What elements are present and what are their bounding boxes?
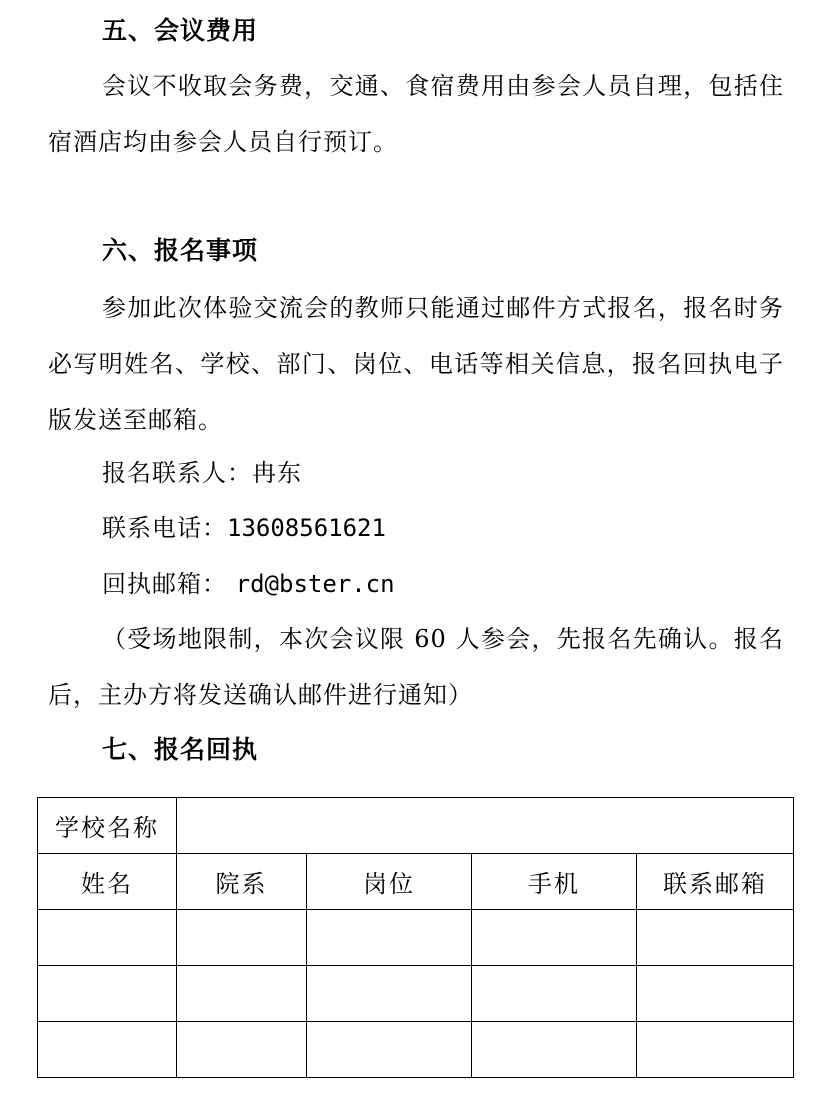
- school-value-cell[interactable]: [177, 798, 794, 854]
- contact-name: 冉东: [252, 459, 302, 487]
- table-row: [38, 1022, 794, 1078]
- table-cell[interactable]: [637, 910, 794, 966]
- table-cell[interactable]: [38, 1022, 177, 1078]
- header-row: [38, 854, 794, 910]
- section-heading-receipt: 七、报名回执: [102, 735, 259, 764]
- column-header-department: 院系: [177, 854, 307, 910]
- table-row: [38, 910, 794, 966]
- phone-line: [102, 513, 386, 543]
- registration-form-table: [37, 797, 794, 1078]
- school-row: [38, 798, 794, 854]
- table-cell[interactable]: [38, 910, 177, 966]
- column-header-email: 联系邮箱: [637, 854, 794, 910]
- table-row: [38, 966, 794, 1022]
- table-cell[interactable]: [307, 1022, 472, 1078]
- table-cell[interactable]: [637, 966, 794, 1022]
- table-cell[interactable]: [472, 966, 637, 1022]
- email-line: [102, 569, 395, 599]
- note-paragraph: [48, 611, 784, 723]
- table-cell[interactable]: [177, 966, 307, 1022]
- table-cell[interactable]: [307, 966, 472, 1022]
- table-cell[interactable]: [177, 910, 307, 966]
- table-cell[interactable]: [472, 910, 637, 966]
- table-cell[interactable]: [307, 910, 472, 966]
- fees-text: 会议不收取会务费，交通、食宿费用由参会人员自理，包括住宿酒店均由参会人员自行预订。: [48, 72, 784, 156]
- email-value[interactable]: rd@bster.cn: [235, 570, 395, 598]
- note-text: （受场地限制，本次会议限 60 人参会，先报名先确认。报名后，主办方将发送确认邮件进行通知）: [48, 625, 784, 709]
- section-heading-fees: 五、会议费用: [102, 16, 259, 45]
- phone-value: 13608561621: [227, 514, 386, 542]
- fees-paragraph: [48, 58, 784, 170]
- contact-line: [102, 458, 302, 488]
- phone-label: 联系电话：: [102, 514, 227, 542]
- registration-text: 参加此次体验交流会的教师只能通过邮件方式报名，报名时务必写明姓名、学校、部门、岗位、电话等相关信息，报名回执电子版发送至邮箱。: [48, 294, 784, 434]
- email-label: 回执邮箱：: [102, 570, 227, 598]
- table-cell[interactable]: [472, 1022, 637, 1078]
- column-header-name: 姓名: [38, 854, 177, 910]
- table-cell[interactable]: [38, 966, 177, 1022]
- column-header-position: 岗位: [307, 854, 472, 910]
- section-heading-registration: 六、报名事项: [102, 236, 259, 265]
- table-cell[interactable]: [637, 1022, 794, 1078]
- registration-paragraph: [48, 280, 784, 448]
- table-cell[interactable]: [177, 1022, 307, 1078]
- contact-label: 报名联系人：: [102, 459, 252, 487]
- school-label-cell: 学校名称: [38, 798, 177, 854]
- column-header-mobile: 手机: [472, 854, 637, 910]
